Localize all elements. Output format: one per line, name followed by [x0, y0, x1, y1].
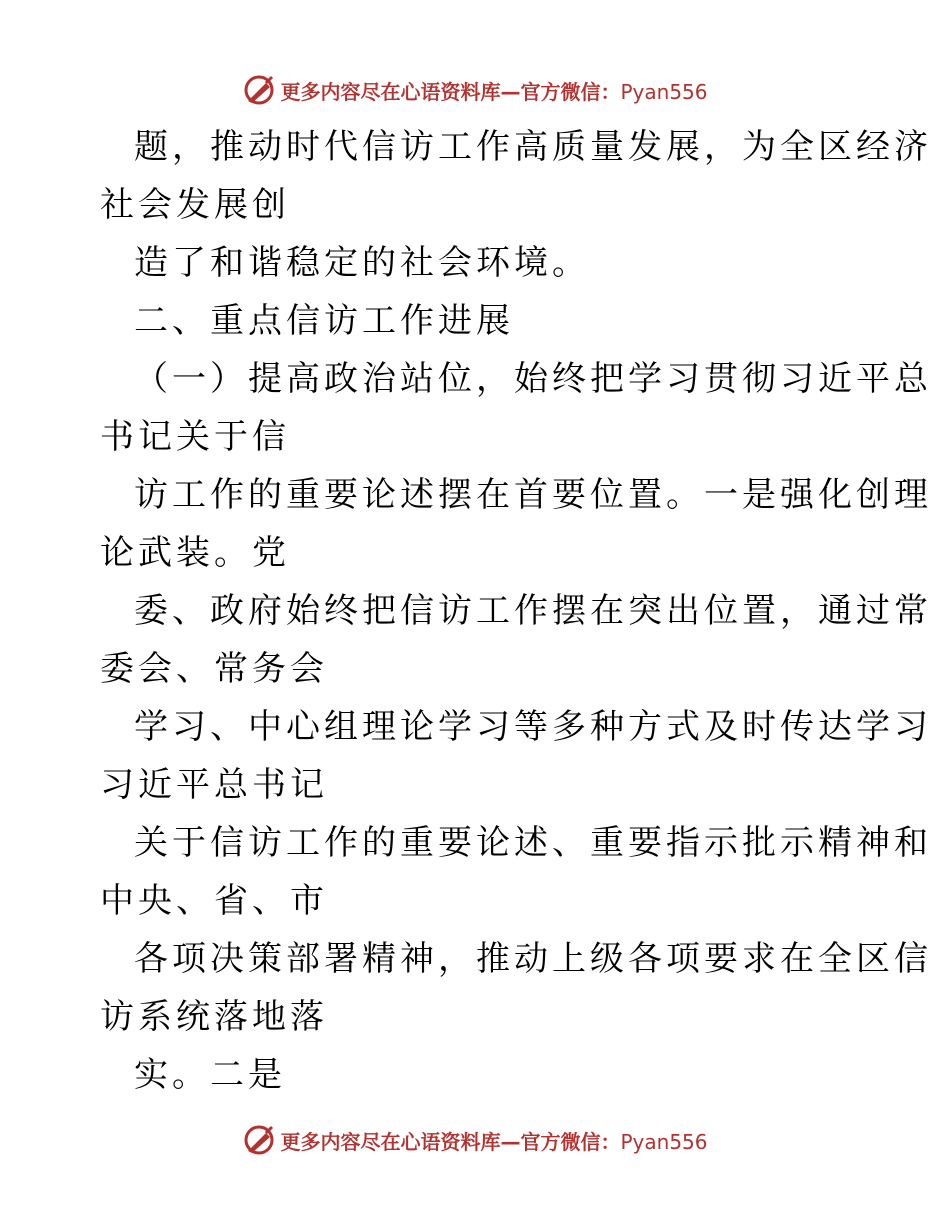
- wechat-id: Pyan556: [620, 79, 708, 104]
- pen-logo-icon: [242, 1123, 276, 1157]
- text-line: 社会发展创: [100, 185, 290, 225]
- text-line: 题，推动时代信访工作高质量发展，为全区经济: [134, 127, 932, 167]
- text-line: 关于信访工作的重要论述、重要指示批示精神和: [134, 823, 932, 863]
- wechat-id: Pyan556: [620, 1129, 708, 1154]
- watermark-label: 更多内容尽在心语资料库—官方微信：: [280, 79, 621, 104]
- text-line: 访工作的重要论述摆在首要位置。一是强化创理: [134, 475, 932, 515]
- header-watermark: [0, 68, 950, 112]
- text-line: 造了和谐稳定的社会环境。: [134, 243, 590, 283]
- text-line: 访系统落地落: [100, 997, 328, 1037]
- text-line: 书记关于信: [100, 417, 290, 457]
- footer-watermark: [0, 1118, 950, 1162]
- text-line: 中央、省、市: [100, 881, 328, 921]
- text-line: 习近平总书记: [100, 765, 328, 805]
- watermark-label: 更多内容尽在心语资料库—官方微信：: [280, 1129, 621, 1154]
- text-line: 实。二是: [134, 1055, 286, 1095]
- text-line: （一）提高政治站位，始终把学习贯彻习近平总: [134, 359, 932, 399]
- section-heading: 二、重点信访工作进展: [134, 301, 514, 341]
- document-body: [100, 118, 932, 1104]
- text-line: 论武装。党: [100, 533, 290, 573]
- watermark-text: [280, 1126, 707, 1155]
- text-line: 委会、常务会: [100, 649, 328, 689]
- watermark-text: [280, 76, 707, 105]
- text-line: 各项决策部署精神，推动上级各项要求在全区信: [134, 939, 932, 979]
- pen-logo-icon: [242, 73, 276, 107]
- text-line: 学习、中心组理论学习等多种方式及时传达学习: [134, 707, 932, 747]
- text-line: 委、政府始终把信访工作摆在突出位置，通过常: [134, 591, 932, 631]
